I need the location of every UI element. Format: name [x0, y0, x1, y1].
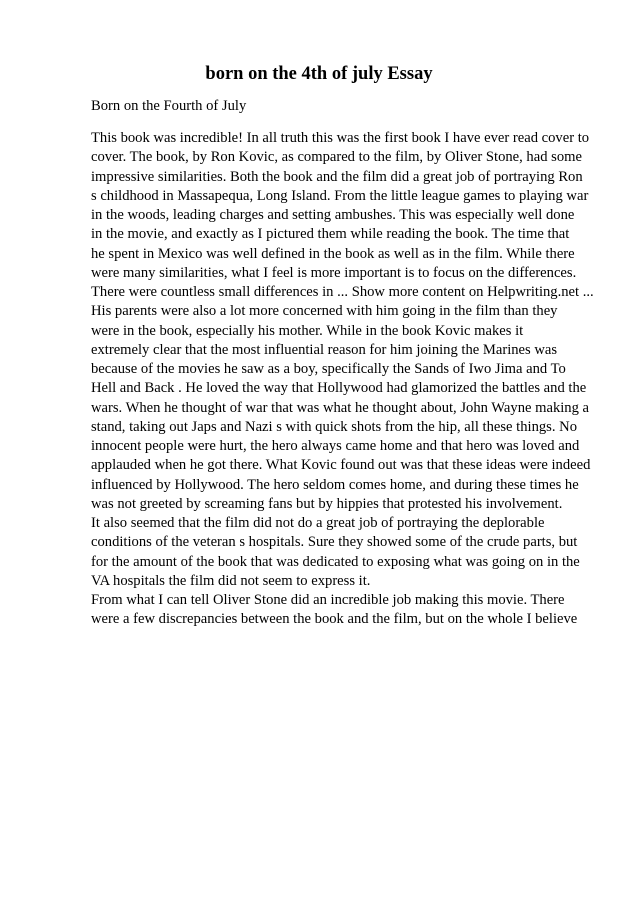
essay-line: extremely clear that the most influential reason for him joining the Marines was: [91, 341, 558, 358]
essay-line: VA hospitals the film did not seem to express it.: [91, 572, 371, 589]
essay-line: in the movie, and exactly as I pictured them while reading the book. The time that: [91, 226, 570, 243]
essay-line: he spent in Mexico was well defined in the book as well as in the film. While there: [91, 245, 575, 262]
essay-line: applauded when he got there. What Kovic found out was that these ideas were indeed: [91, 457, 591, 474]
essay-line: From what I can tell Oliver Stone did an incredible job making this movie. There: [91, 592, 565, 608]
essay-line: in the woods, leading charges and setting ambushes. This was especially well done: [91, 207, 575, 223]
essay-line: There were countless small differences in ... Show more content on Helpwriting.net ...: [91, 284, 594, 300]
essay-line: were in the book, especially his mother. While in the book Kovic makes it: [91, 322, 524, 339]
essay-line: were many similarities, what I feel is more important is to focus on the differences.: [91, 264, 577, 281]
essay-line: was not greeted by screaming fans but by hippies that protested his involvement.: [91, 495, 563, 512]
essay-line: s childhood in Massapequa, Long Island. From the little league games to playing war: [91, 187, 589, 204]
essay-line: This book was incredible! In all truth this was the first book I have ever read cover to: [91, 130, 590, 146]
essay-line: It also seemed that the film did not do a great job of portraying the deplorable: [91, 515, 545, 531]
essay-line: stand, taking out Japs and Nazi s with quick shots from the hip, all these things. No: [91, 418, 577, 435]
essay-line: were a few discrepancies between the book and the film, but on the whole I believe: [91, 611, 578, 628]
essay-line: cover. The book, by Ron Kovic, as compared to the film, by Oliver Stone, had some: [91, 149, 582, 166]
essay-line: His parents were also a lot more concerned with him going in the film than they: [91, 303, 558, 320]
document-title: born on the 4th of july Essay: [205, 64, 433, 84]
essay-body: [91, 129, 601, 630]
essay-line: because of the movies he saw as a boy, specifically the Sands of Iwo Jima and To: [91, 361, 566, 377]
document-subtitle: Born on the Fourth of July: [91, 98, 247, 114]
essay-line: wars. When he thought of war that was what he thought about, John Wayne making a: [91, 399, 590, 416]
essay-line: for the amount of the book that was dedicated to exposing what was going on in the: [91, 553, 580, 570]
essay-line: influenced by Hollywood. The hero seldom comes home, and during these times he: [91, 476, 579, 493]
essay-line: innocent people were hurt, the hero always came home and that hero was loved and: [91, 438, 580, 454]
essay-line: Hell and Back . He loved the way that Hollywood had glamorized the battles and the: [91, 380, 587, 397]
essay-line: impressive similarities. Both the book and the film did a great job of portraying Ron: [91, 168, 583, 185]
essay-line: conditions of the veteran s hospitals. Sure they showed some of the crude parts, but: [91, 534, 578, 551]
